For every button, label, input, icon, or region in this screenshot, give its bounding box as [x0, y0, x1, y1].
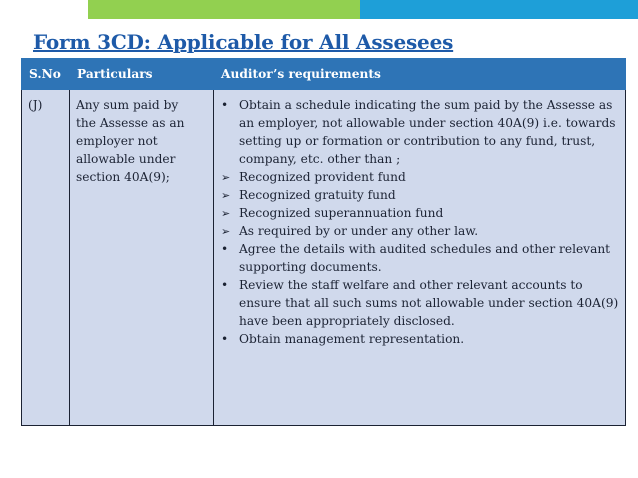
cell-particulars: Any sum paid by the Assesse as an employer not allowable under section 40A(9); [70, 90, 214, 426]
cell-sno: (J) [22, 90, 70, 426]
requirement-text: Recognized gratuity fund [239, 188, 396, 202]
requirement-text: Agree the details with audited schedules and other relevant supporting documents. [239, 242, 611, 274]
table-header-row [22, 59, 626, 90]
bullet-icon [221, 96, 235, 114]
requirement-item [220, 240, 619, 276]
cell-requirements [214, 90, 626, 426]
bullet-icon [221, 330, 235, 348]
bar-segment-green [88, 0, 360, 19]
requirement-text: Recognized superannuation fund [239, 206, 444, 220]
requirements-table [21, 58, 626, 426]
arrow-bullet-icon [221, 186, 235, 205]
bullet-icon [221, 240, 235, 258]
header-sno: S.No [22, 59, 70, 90]
requirement-text: Obtain a schedule indicating the sum paid by the Assesse as an employer, not allowable under section 40A(9) i.e. towards setting up or formation or contribution to any fund, trust, company, etc. other than ; [239, 98, 616, 166]
requirement-item [220, 204, 619, 222]
table-row [22, 90, 626, 426]
requirement-item [220, 168, 619, 186]
bar-segment-blue [360, 0, 638, 19]
requirement-item [220, 330, 619, 348]
header-auditor-requirements: Auditor’s requirements [214, 59, 626, 90]
slide-title: Form 3CD: Applicable for All Assesees [33, 30, 454, 54]
bar-segment-white [0, 0, 88, 19]
requirement-text: As required by or under any other law. [239, 224, 479, 238]
header-particulars: Particulars [70, 59, 214, 90]
arrow-bullet-icon [221, 222, 235, 241]
requirement-item [220, 222, 619, 240]
arrow-bullet-icon [221, 204, 235, 223]
requirement-item [220, 276, 619, 330]
bullet-icon [221, 276, 235, 294]
requirements-list [220, 96, 619, 348]
top-decorative-bar [0, 0, 638, 19]
requirement-item [220, 186, 619, 204]
requirement-item [220, 96, 619, 168]
requirement-text: Obtain management representation. [239, 332, 465, 346]
arrow-bullet-icon [221, 168, 235, 187]
requirement-text: Recognized provident fund [239, 170, 406, 184]
requirement-text: Review the staff welfare and other relevant accounts to ensure that all such sums not allowable under section 40A(9) have been appropriately disclosed. [239, 278, 619, 328]
